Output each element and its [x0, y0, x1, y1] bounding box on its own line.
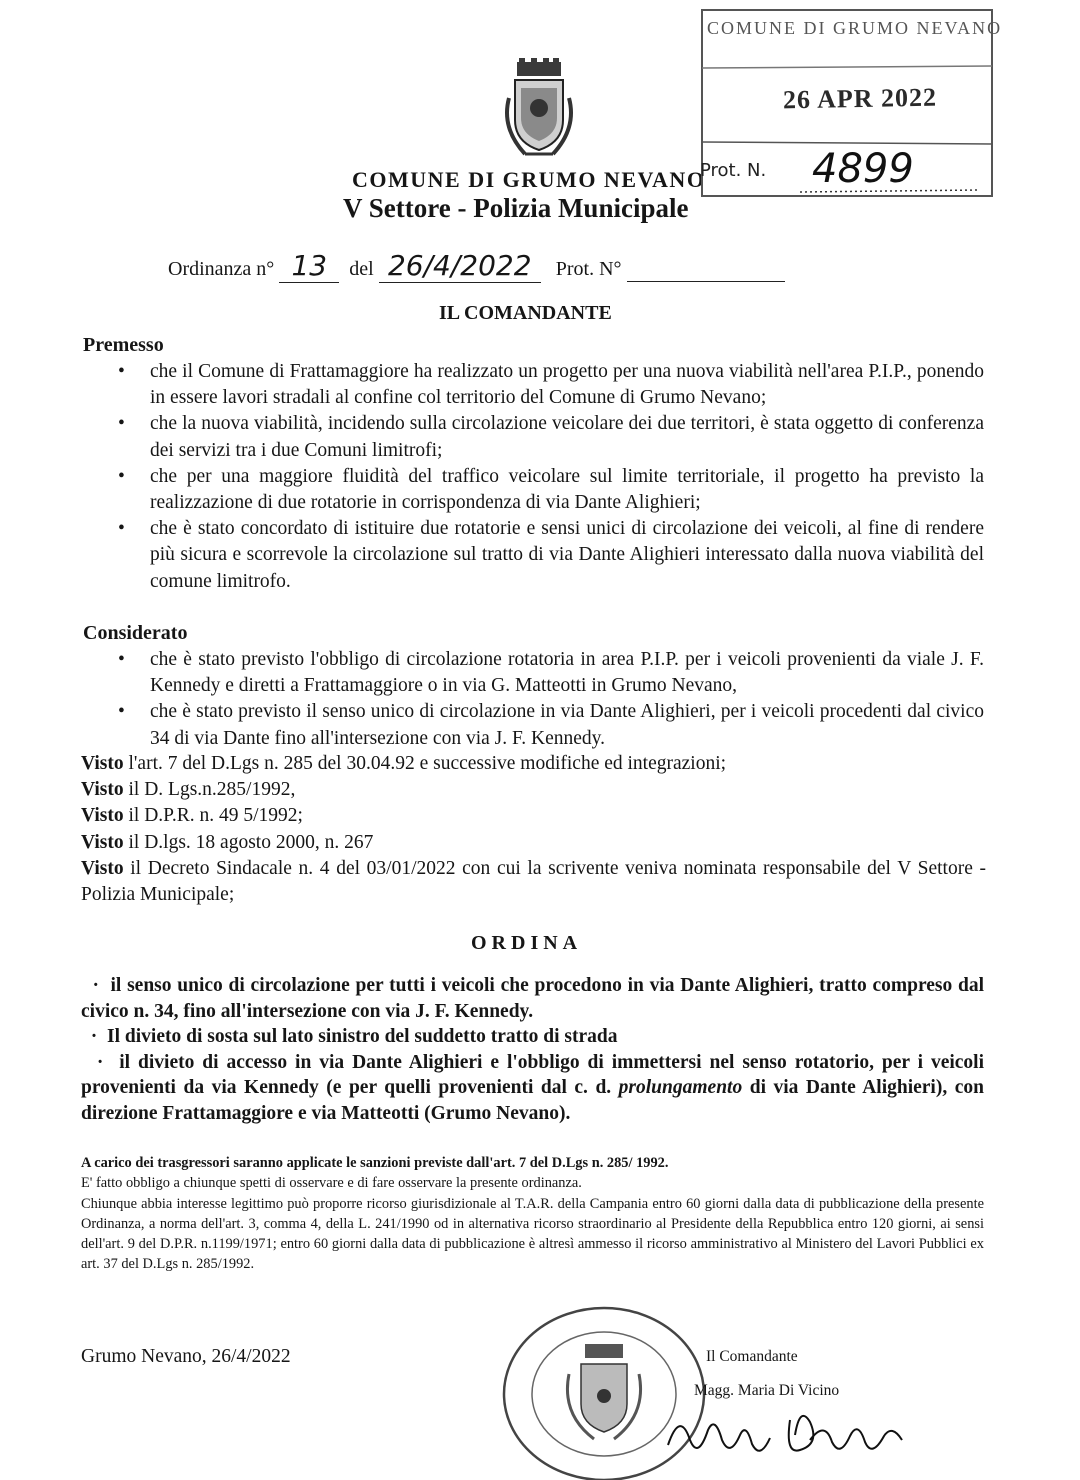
appeal-note: Chiunque abbia interesse legittimo può proporre ricorso giurisdizionale al T.A.R. della Campania entro 60 giorni dalla data di pubblicazione della presente Ordinanza, a norma dell'art. 3, comma 4, della L. 241/1990 od in alternativa ricorso straordinario al Presidente della Repubblica entro 120 giorni, ai sensi dell'art. 9 del D.P.R. n.1199/1971; entro 60 giorni dalla data di pubblicazione è altresì ammesso il ricorso amministrativo al Ministero del Lavori Pubblici ex art. 37 del D.Lgs n. 285/1992.	[81, 1195, 984, 1273]
municipality-name: COMUNE DI GRUMO NEVANO	[352, 167, 706, 192]
list-item-text: che per una maggiore fluidità del traffico veicolare sul limite territoriale, il progetto ha previsto la realizzazione di due rotatorie in corrispondenza di via Dante Alighieri;	[150, 465, 984, 514]
visto-label: Visto	[81, 857, 124, 879]
list-item	[118, 411, 984, 463]
visto-label: Visto	[81, 779, 124, 801]
sanctions-note: A carico dei trasgressori saranno applicate le sanzioni previste dall'art. 7 del D.Lgs n. 285/ 1992.	[81, 1155, 669, 1171]
bullet-icon: •	[118, 465, 125, 487]
list-item	[118, 359, 984, 411]
bullet-icon: •	[118, 518, 125, 540]
ordinance-number-label: Ordinanza n°	[168, 258, 275, 280]
bullet-icon: ·	[90, 1026, 98, 1047]
protocol-number-field	[627, 258, 785, 282]
stamp-date: 26 APR 2022	[782, 82, 938, 115]
ordina-item-text: Il divieto di sosta sul lato sinistro del suddetto tratto di strada	[107, 1026, 618, 1047]
visto-item	[81, 856, 986, 908]
list-item	[118, 464, 984, 516]
visto-text: il Decreto Sindacale n. 4 del 03/01/2022 con cui la scrivente veniva nominata responsabile del V Settore - Polizia Municipale;	[81, 857, 986, 906]
premesso-label: Premesso	[83, 334, 164, 356]
visto-text: l'art. 7 del D.Lgs n. 285 del 30.04.92 e successive modifiche ed integrazioni;	[123, 753, 727, 774]
ordina-item	[81, 1024, 984, 1050]
ordina-item-tail: di via Dante Alighieri), con direzione Frattamaggiore e via Matteotti (Grumo Nevano).	[81, 1077, 984, 1124]
ordina-item-text: il divieto di accesso in via Dante Alighieri e l'obbligo di immettersi nel senso rotatorio, per i veicoli provenienti da via Kennedy (e per quelli provenienti dal c. d.	[81, 1051, 985, 1098]
list-item-text: che è stato concordato di istituire due rotatorie e sensi unici di circolazione dei veicoli, al fine di rendere più sicura e scorrevole la circolazione sul tratto di via Dante Alighieri interessato dalla nuova viabilità del comune limitrofo.	[150, 518, 984, 592]
handwritten-signature	[660, 1400, 920, 1470]
list-item-text: che è stato previsto il senso unico di circolazione in via Dante Alighieri, per i veicoli procedenti dal civico 34 di via Dante fino all'intersezione con via J. F. Kennedy.	[150, 701, 984, 749]
list-item	[118, 699, 984, 751]
visto-item	[81, 751, 986, 777]
signer-name: Magg. Maria Di Vicino	[694, 1382, 840, 1399]
ordinance-number-field	[279, 249, 339, 283]
list-item	[118, 516, 984, 595]
visto-text: il D.lgs. 18 agosto 2000, n. 267	[123, 831, 374, 853]
ordinance-line	[168, 249, 785, 283]
visto-label: Visto	[81, 753, 124, 774]
ordinance-date-field	[379, 249, 541, 283]
ordina-heading: ORDINA	[471, 932, 583, 954]
municipal-crest-icon	[495, 58, 583, 163]
visto-item	[81, 777, 986, 803]
visto-list	[81, 751, 986, 908]
ordina-item-italic: prolungamento	[618, 1077, 743, 1098]
visto-label: Visto	[81, 805, 124, 827]
visto-text: il D. Lgs.n.285/1992,	[123, 779, 296, 801]
ordinance-date-value: 26/4/2022	[387, 249, 532, 282]
bullet-icon: •	[118, 361, 125, 382]
visto-label: Visto	[81, 831, 124, 853]
ordina-item	[81, 973, 984, 1024]
visto-item	[81, 830, 986, 856]
list-item-text: che la nuova viabilità, incidendo sulla circolazione veicolare dei due territori, è stata oggetto di conferenza dei servizi tra i due Comuni limitrofi;	[150, 413, 984, 461]
signer-role: Il Comandante	[706, 1348, 798, 1365]
ordina-list	[81, 973, 984, 1126]
ordinance-date-label: del	[349, 258, 374, 280]
ordinance-number-value: 13	[291, 249, 328, 282]
visto-text: il D.P.R. n. 49 5/1992;	[123, 805, 303, 827]
bullet-icon: ·	[92, 975, 100, 996]
department-title: V Settore - Polizia Municipale	[343, 193, 689, 223]
bullet-icon: •	[118, 413, 125, 435]
list-item-text: che è stato previsto l'obbligo di circolazione rotatoria in area P.I.P. per i veicoli provenienti da viale J. F. Kennedy e diretti a Frattamaggiore o in via G. Matteotti in Grumo Nevano,	[150, 649, 984, 697]
stamp-protocol-label: Prot. N.	[700, 160, 767, 181]
bullet-icon: •	[118, 649, 125, 670]
premesso-list	[118, 359, 984, 595]
considerato-list	[118, 647, 984, 752]
legal-notes	[81, 1153, 984, 1275]
bullet-icon: ·	[96, 1051, 104, 1073]
protocol-label: Prot. N°	[555, 258, 622, 280]
stamp-header-text: COMUNE DI GRUMO NEVANO	[707, 18, 1003, 38]
issuer-heading: IL COMANDANTE	[439, 302, 612, 324]
obligation-note: E' fatto obbligo a chiunque spetti di osservare e di fare osservare la presente ordinanza.	[81, 1175, 582, 1192]
list-item	[118, 647, 984, 699]
bullet-icon: •	[118, 701, 125, 723]
considerato-label: Considerato	[83, 622, 188, 644]
visto-item	[81, 803, 986, 829]
ordina-item	[81, 1050, 984, 1127]
place-date: Grumo Nevano, 26/4/2022	[81, 1346, 291, 1367]
list-item-text: che il Comune di Frattamaggiore ha realizzato un progetto per una nuova viabilità nell'area P.I.P., ponendo in essere lavori stradali al confine col territorio del Comune di Grumo Nevano;	[150, 361, 984, 409]
ordina-item-text: il senso unico di circolazione per tutti i veicoli che procedono in via Dante Alighieri, tratto compreso dal civico n. 34, fino all'intersezione con via J. F. Kennedy.	[81, 975, 985, 1022]
stamp-protocol-number: 4899	[812, 146, 914, 192]
